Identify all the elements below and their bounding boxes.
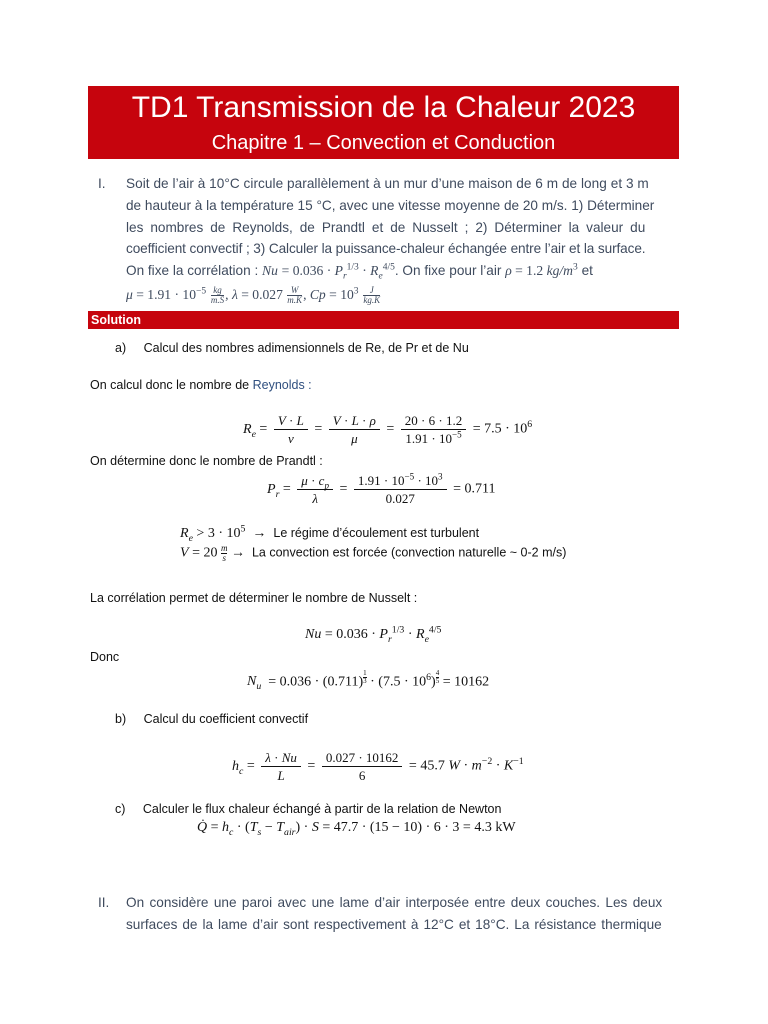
exercise-1-line: coefficient convectif ; 3) Calculer la puissance-chaleur échangée entre l’air et la surface. [126,241,646,257]
nusselt-intro: La corrélation permet de déterminer le nombre de Nusselt : [90,591,418,605]
exercise-2 [98,892,679,936]
regime-line: $R_e > 3 \cdot 10^5 \to Le$ régime d’écoulement est turbulent [180,523,480,544]
document-subtitle: Chapitre 1 – Convection et Conduction [211,132,556,154]
donc-label: Donc [90,650,120,664]
section-c-title: Calculer le flux chaleur échangé à partir de la relation de Newton [142,802,502,816]
section-b-marker: b) [115,712,127,726]
section-c-marker: c) [115,802,126,816]
air-prefix: . On fixe pour l’air [394,263,506,279]
reynolds-intro-text: On calcul donc le nombre de [90,378,253,392]
section-b-title: Calcul du coefficient convectif [143,712,309,726]
regime-text: Le régime d’écoulement est turbulent [273,526,480,540]
prandtl-equation: $P_r$ = $\frac{\mu \cdot c_p}{\lambda}$ = $\frac{1.91 \cdot 10^{-5} \cdot 10^3}{0.027}$ = 0.711 [267,471,496,506]
exercise-1-line: de hauteur à la température 15 °C, avec une vitesse moyenne de 20 m/s. 1) Déterminer [126,197,655,213]
nusselt-equation: $N_u = 0.036 \cdot (0.711)$ $^{\frac{1}{3}}$ · $(7.5 \cdot 10^6)$ $^{\frac{4}{5}}$ = 10162 [247,669,490,693]
exercise-2-line: On considère une paroi avec une lame d’air interposée entre deux couches. Les deux [126,895,663,910]
section-a [115,341,469,355]
exercise-1-correlation-line: On fixe la corrélation : $Nu = 0.036 \cdot P_r^{1/3} \cdot R_e^{4/5}$. On fixe pour l’air ρ = 1.2 $kg/m^3$ et [126,262,593,282]
document-title: TD1 Transmission de la Chaleur 2023 [131,91,636,124]
section-a-title: Calcul des nombres adimensionnels de Re, de Pr et de Nu [143,341,469,355]
exercise-2-number: II. [98,895,110,910]
exercise-1-properties-line: $\mu = 1.91 \cdot 10^{-5}$ $\frac{kg}{m.S}$ , λ = 0.027 $\frac{W}{m.K}$ , $Cp = 10^3$ $\frac{J}{kg.K}$ [126,284,381,305]
section-a-marker: a) [115,341,127,355]
correlation-prefix: On fixe la corrélation : [126,263,262,279]
reynolds-result: 7.5 · 10 [484,421,528,437]
exercise-1-line: les nombres de Reynolds, de Prandtl et de Nusselt ; 2) Déterminer la valeur du [126,219,646,235]
reynolds-equation: $R_e$ = $\frac{V \cdot L}{\nu}$ = $\frac{V \cdot L \cdot \rho}{\mu}$ = $\frac{20 \cdot 6 \cdot 1.2}{1.91 \cdot 10^{-5}}$ = $7.5 \cdot 10^6$ [243,413,533,446]
section-b [115,712,308,726]
and-word: et [581,263,593,279]
heat-flux-equation: Q̇ = $h_c \cdot (T_s - T_{air}) \cdot S = 47.7 \cdot (15 - 10) \cdot 6 \cdot 3 = 4.3$ kW [197,820,516,838]
nusselt-correlation: $Nu = 0.036 \cdot P_r^{1/3} \cdot R_e^{4/5}$ [305,624,442,645]
hc-equation: $h_c$ = $\frac{\lambda \cdot Nu}{L}$ = $\frac{0.027 \cdot 10162}{6}$ = 45.7 $W \cdot m^{-2} \cdot K^{-1}$ [232,750,524,783]
heat-flux-result: 4.3 kW [474,820,516,835]
prandtl-result: 0.711 [464,481,496,497]
title-banner [88,86,679,159]
exercise-1-line: Soit de l’air à 10°C circule parallèlement à un mur d’une maison de 6 m de long et 3 m [126,176,649,191]
forced-convection-line: V = 20 $\frac{m}{s}$ → La convection est forcée (convection naturelle ~ 0-2 m/s) [180,543,567,563]
exercise-1 [98,173,679,306]
forced-convection-text: La convection est forcée (convection naturelle ~ 0-2 m/s) [251,545,567,560]
hc-result: 45.7 [420,758,445,774]
solution-header: Solution [88,311,679,329]
exercise-1-number: I. [98,176,106,191]
prandtl-intro: On détermine donc le nombre de Prandtl : [90,454,323,468]
reynolds-intro [90,378,312,392]
exercise-2-line: surfaces de la lame d’air sont respectivement à 12°C et 18°C. La résistance thermique [126,916,662,932]
nusselt-result: 10162 [454,674,490,690]
reynolds-word: Reynolds : [252,378,312,392]
section-c [115,802,501,816]
